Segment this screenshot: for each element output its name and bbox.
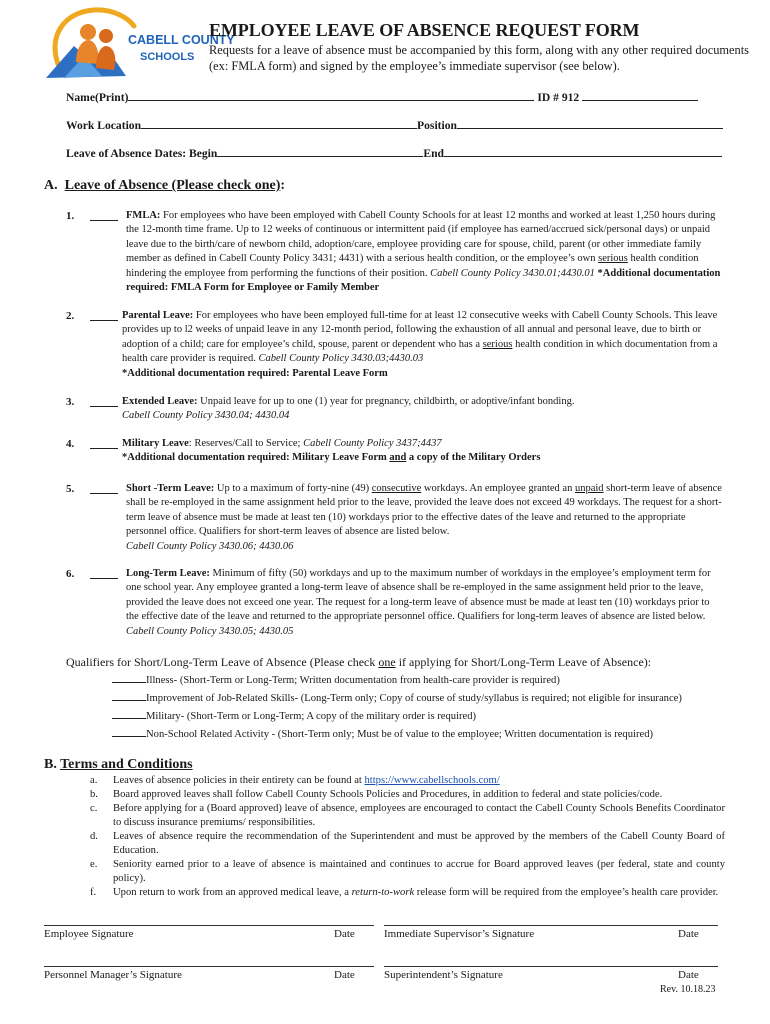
item-3-policy: Cabell County Policy 3430.04; 4430.04 [122, 410, 290, 422]
item-6-desc2: Qualifiers for long-term leaves of absence are listed below. [454, 611, 706, 623]
item-5-text [126, 482, 724, 554]
work-location-input-line[interactable] [141, 118, 417, 129]
item-4-note-underline: and [389, 452, 407, 464]
qualifiers-title-underline: one [378, 655, 396, 669]
superintendent-date-label: Date [678, 969, 699, 981]
end-date-label: End [423, 147, 444, 160]
item-1-number: 1. [66, 210, 75, 222]
qualifiers-title-a: Qualifiers for Short/Long-Term Leave of Absence (Please check [66, 655, 379, 669]
term-a-text: Leaves of absence policies in their entirety can be found at [113, 775, 365, 786]
item-3-name: Extended Leave: [122, 396, 198, 407]
item-4-policy: Cabell County Policy 3437;4437 [303, 438, 442, 449]
logo-text-line1: CABELL COUNTY [128, 33, 235, 47]
item-1-desc2: health condition hindering the employee from performing the functions of their position. [126, 253, 699, 279]
item-6-text [126, 567, 724, 639]
term-f-text2: release form will be required from the employee’s health care provider. [414, 887, 719, 898]
term-f [113, 886, 725, 900]
item-6-name: Long-Term Leave: [126, 568, 210, 579]
item-4-note2: a copy of the Military Orders [406, 452, 541, 464]
term-a-letter: a. [90, 775, 98, 786]
section-b-heading [44, 757, 193, 773]
supervisor-date-label: Date [678, 928, 699, 940]
qualifier-illness [112, 672, 560, 686]
item-3-checkbox-line[interactable] [90, 396, 118, 407]
term-e: Seniority earned prior to a leave of absence is maintained and continues to accrue for Board approved leaves (per federal, state and county policy). [113, 859, 725, 885]
term-f-text: Upon return to work from an approved medical leave, a [113, 887, 352, 898]
item-2-note: *Additional documentation required: Parental Leave Form [122, 367, 388, 379]
item-4-text [122, 437, 722, 466]
section-b-letter: B. [44, 757, 57, 772]
qualifier-non-school [112, 726, 653, 740]
item-4-note: *Additional documentation required: Military Leave Form [122, 452, 390, 464]
term-e-letter: e. [90, 859, 98, 870]
item-3-desc: Unpaid leave for up to one (1) year for pregnancy, childbirth, or adoptive/infant bonding. [197, 396, 575, 407]
item-5-underline: consecutive [371, 483, 422, 494]
item-2-underline: serious [482, 338, 513, 350]
form-title: EMPLOYEE LEAVE OF ABSENCE REQUEST FORM [209, 20, 640, 40]
qualifier-job-skills-label: Improvement of Job-Related Skills- (Long-Term only; Copy of course of study/syllabus is required; not eligible for insurance) [146, 693, 682, 704]
term-d: Leaves of absence require the recommendation of the Superintendent and must be approved by the members of the Cabell County Board of Education. [113, 831, 725, 857]
item-5-desc: Up to a maximum of forty-nine (49) [214, 483, 372, 494]
item-1-checkbox-line[interactable] [90, 210, 118, 221]
term-b-letter: b. [90, 789, 98, 800]
qualifier-job-skills [112, 690, 682, 704]
item-2-policy: Cabell County Policy 3430.03;4430.03 [258, 353, 424, 365]
personnel-signature-label: Personnel Manager’s Signature [44, 969, 182, 981]
begin-date-input-line[interactable] [217, 146, 423, 157]
item-6-checkbox-line[interactable] [90, 568, 118, 579]
term-b: Board approved leaves shall follow Cabell County Schools Policies and Procedures, in addition to federal and state policies/code. [113, 789, 663, 800]
item-1-underline: serious [598, 253, 628, 265]
personnel-signature-line[interactable] [44, 966, 374, 967]
revision-label: Rev. 10.18.23 [660, 984, 716, 995]
logo-graphic [44, 6, 235, 82]
item-5-checkbox-line[interactable] [90, 483, 118, 494]
terms-list [0, 774, 770, 914]
personnel-date-label: Date [334, 969, 355, 981]
superintendent-signature-line[interactable] [384, 966, 718, 967]
term-f-letter: f. [90, 887, 97, 898]
qualifier-military-checkbox-line[interactable] [112, 708, 146, 719]
section-b-title: Terms and Conditions [60, 757, 193, 772]
superintendent-signature-label: Superintendent’s Signature [384, 969, 503, 981]
item-6-desc: Minimum of fifty (50) workdays and up to the maximum number of workdays in the employee’s employment term for one school year. Any employee granted a long-term leave of absence shall be re-employed in the same assignment held prior to the leave, provided the leave does not exceed one year. The request for a long-term leave of absence must be made at least ten (10) workdays prior to the effective date of the leave and returned to the appropriate personnel office. [126, 568, 711, 623]
position-input-line[interactable] [457, 118, 723, 129]
section-a-letter: A. [44, 178, 58, 193]
item-4-name: Military Leave [122, 438, 189, 449]
item-4-checkbox-line[interactable] [90, 438, 118, 449]
section-a-title: Leave of Absence (Please check one) [64, 178, 281, 193]
item-5-desc2: workdays. An employee granted an [421, 483, 575, 494]
qualifier-job-skills-checkbox-line[interactable] [112, 690, 146, 701]
qualifier-illness-checkbox-line[interactable] [112, 672, 146, 683]
qualifiers-title-b: if applying for Short/Long-Term Leave of Absence): [395, 655, 652, 669]
cabell-county-schools-logo [44, 6, 235, 82]
item-3-number: 3. [66, 396, 75, 408]
item-6-number: 6. [66, 568, 75, 580]
qualifier-military-label: Military- (Short-Term or Long-Term; A copy of the military order is required) [146, 711, 477, 722]
end-date-input-line[interactable] [444, 146, 722, 157]
policies-link[interactable]: https://www.cabellschools.com/ [364, 775, 500, 786]
name-field-row [66, 90, 698, 104]
employee-signature-line[interactable] [44, 925, 374, 926]
term-d-letter: d. [90, 831, 98, 842]
item-2-number: 2. [66, 310, 75, 322]
id-input-line[interactable] [582, 90, 698, 101]
form-intro: Requests for a leave of absence must be accompanied by this form, along with any other required documents (ex: FMLA form) and signed by the employee’s immediate supervisor (see below). [209, 43, 749, 73]
qualifier-non-school-label: Non-School Related Activity - (Short-Term only; Must be of value to the employee; Written documentation is required) [146, 729, 654, 740]
term-c: Before applying for a (Board approved) leave of absence, employees are encouraged to contact the Cabell County Schools Benefits Coordinator to discuss insurance premiums/ responsibilities. [113, 803, 725, 829]
logo-text-line2: SCHOOLS [140, 51, 195, 63]
item-5-underline2: unpaid [574, 483, 604, 494]
item-1-desc: For employees who have been employed with Cabell County Schools for at least 12 months and worked at least 1,250 hours during the 12-month time frame. Up to 12 weeks of continuous or intermittent paid (if employee has earned/accrued sick/personal days) or unpaid leave due to the birth/care of newborn child, adoption/care, employee providing care for spouse, child, parent (or other immediate family member as defined in Cabell County Policy 3431; 4431) with a serious health condition, or the employee’s own [126, 210, 716, 265]
employee-signature-label: Employee Signature [44, 928, 134, 940]
supervisor-signature-line[interactable] [384, 925, 718, 926]
item-3-text [122, 395, 722, 424]
qualifier-non-school-checkbox-line[interactable] [112, 726, 146, 737]
supervisor-signature-label: Immediate Supervisor’s Signature [384, 928, 535, 940]
item-4-desc: : Reserves/Call to Service; [188, 438, 304, 449]
qualifier-military [112, 708, 476, 722]
item-2-checkbox-line[interactable] [90, 310, 118, 321]
item-5-number: 5. [66, 483, 75, 495]
item-2-desc: For employees who have been employed full-time for at least 12 consecutive weeks with Cabell County Schools. This leave provides up to l2 weeks of unpaid leave in any 12-month period, following the exhaustion of all annual and personal leave, due to birth or adoption of a child; care for employee’s child, spouse, parent or dependent who has a [122, 310, 718, 350]
item-5-desc3: short-term leave of absence shall be re-employed in the same assignment held prior to the leave, provided the leave does not exceed 49 workdays. The request for a short-term leave of absence must be made at least ten (10) workdays prior to the effective dates of the leave and returned to the appropriate personnel office. Qualifiers for short-term leaves of absence are listed below. [126, 483, 722, 538]
item-1-policy: Cabell County Policy 3430.01;4430.01 [430, 267, 595, 279]
term-c-letter: c. [90, 803, 98, 814]
item-1-note: *Additional documentation required: FMLA Form for Employee or Family Member [126, 267, 721, 294]
item-4-number: 4. [66, 438, 75, 450]
item-6-policy: Cabell County Policy 3430.05; 4430.05 [126, 625, 294, 637]
section-a-colon: : [280, 178, 286, 193]
work-location-row [66, 118, 723, 132]
item-1-text [126, 209, 726, 295]
item-2-desc2: health condition in which documentation from a health care provider is required. [122, 338, 718, 365]
id-label: ID # 912 [537, 91, 580, 104]
employee-date-label: Date [334, 928, 355, 940]
position-label: Position [417, 119, 457, 132]
term-a [113, 774, 725, 788]
begin-date-label: Leave of Absence Dates: Begin [66, 147, 218, 160]
section-a-heading [44, 178, 285, 194]
item-2-text [122, 309, 722, 381]
work-location-label: Work Location [66, 119, 142, 132]
qualifier-illness-label: Illness- (Short-Term or Long-Term; Written documentation from health-care provider is required) [146, 675, 560, 686]
name-input-line[interactable] [128, 90, 534, 101]
name-label: Name(Print) [66, 91, 129, 104]
qualifiers-heading [66, 655, 651, 670]
item-5-name: Short -Term Leave: [126, 483, 215, 494]
item-5-policy: Cabell County Policy 3430.06; 4430.06 [126, 540, 294, 552]
dates-row [66, 146, 722, 160]
item-2-name: Parental Leave: [122, 310, 194, 321]
item-1-name: FMLA: [126, 210, 161, 221]
term-f-emphasis: return-to-work [351, 887, 415, 898]
